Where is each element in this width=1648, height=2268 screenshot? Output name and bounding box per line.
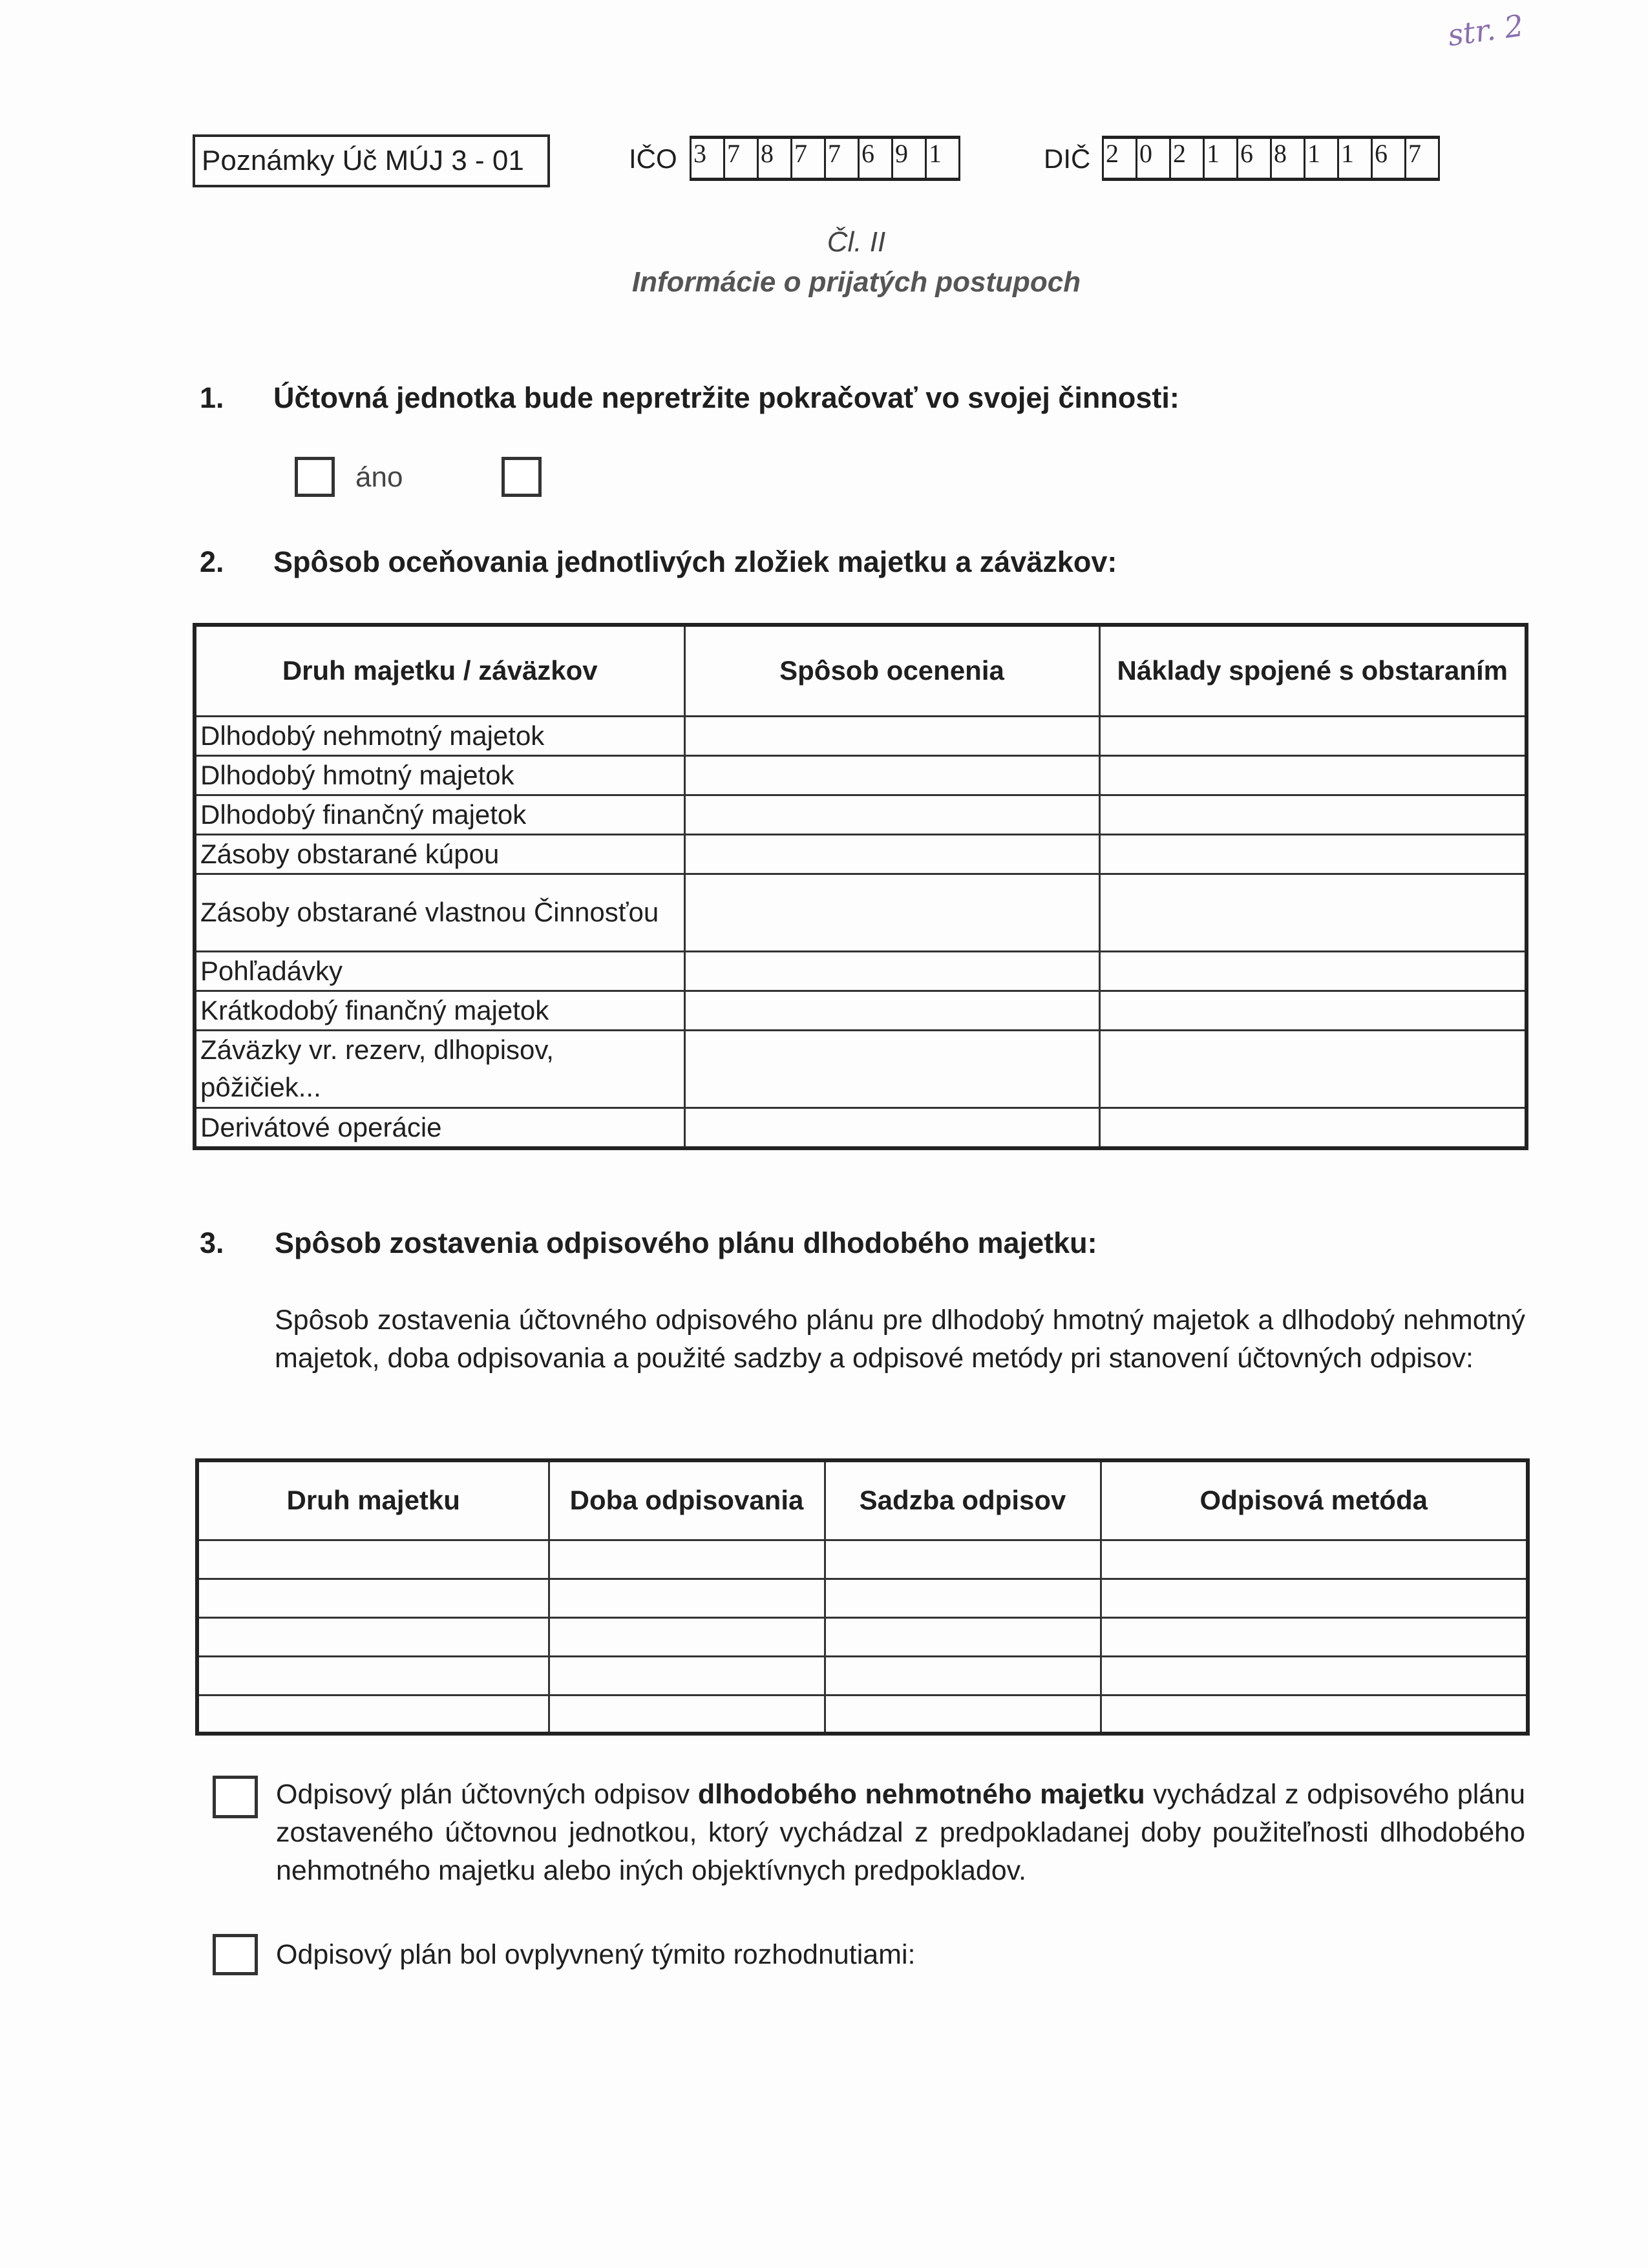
depreciation-period-cell[interactable] — [549, 1617, 825, 1656]
table-row — [195, 1030, 1527, 1108]
section2-number: 2. — [200, 545, 224, 578]
digit-box: 7 — [1406, 139, 1440, 178]
article-number: Čl. II — [827, 226, 886, 258]
acquisition-costs-cell[interactable] — [1099, 716, 1527, 755]
table-row — [195, 834, 1527, 874]
depreciation-period-cell[interactable] — [549, 1695, 825, 1734]
section2-title: Spôsob oceňovania jednotlivých zložiek majetku a záväzkov: — [273, 545, 1117, 578]
digit-box: 6 — [1373, 139, 1406, 178]
valuation-method-cell[interactable] — [684, 951, 1099, 991]
asset-type-cell: Pohľadávky — [195, 951, 684, 991]
digit-box: 1 — [1339, 139, 1373, 178]
table-row — [195, 795, 1527, 834]
asset-type-cell[interactable] — [197, 1540, 549, 1579]
acquisition-costs-cell[interactable] — [1099, 755, 1527, 795]
table-row — [195, 874, 1527, 951]
digit-box: 1 — [1205, 139, 1238, 178]
asset-type-cell: Dlhodobý nehmotný majetok — [195, 716, 684, 755]
table-row — [195, 1108, 1527, 1148]
table-row — [197, 1695, 1528, 1734]
valuation-table — [193, 623, 1528, 1150]
depreciation-table — [195, 1458, 1530, 1736]
depreciation-method-cell[interactable] — [1101, 1656, 1528, 1695]
digit-box: 1 — [927, 139, 960, 178]
asset-type-cell: Krátkodobý finančný majetok — [195, 991, 684, 1030]
depreciation-period-cell[interactable] — [549, 1579, 825, 1617]
depreciation-method-cell[interactable] — [1101, 1540, 1528, 1579]
depreciation-period-cell[interactable] — [549, 1656, 825, 1695]
digit-box: 1 — [1305, 139, 1339, 178]
valuation-method-cell[interactable] — [684, 834, 1099, 874]
column-header: Doba odpisovania — [549, 1460, 825, 1540]
option-intangible-plan-text — [276, 1776, 1525, 1890]
digit-box: 7 — [725, 139, 759, 178]
depreciation-rate-cell[interactable] — [825, 1695, 1101, 1734]
digit-box: 7 — [826, 139, 860, 178]
acquisition-costs-cell[interactable] — [1099, 834, 1527, 874]
depreciation-rate-cell[interactable] — [825, 1540, 1101, 1579]
asset-type-cell: Zásoby obstarané kúpou — [195, 834, 684, 874]
digit-box: 7 — [792, 139, 826, 178]
digit-box: 9 — [893, 139, 927, 178]
option-plan-decisions-text: Odpisový plán bol ovplyvnený týmito rozhodnutiami: — [276, 1939, 916, 1970]
column-header: Odpisová metóda — [1101, 1460, 1528, 1540]
table-row — [195, 991, 1527, 1030]
acquisition-costs-cell[interactable] — [1099, 951, 1527, 991]
article-title: Informácie o prijatých postupoch — [631, 266, 1081, 298]
ico-label: IČO — [629, 143, 677, 174]
depreciation-method-cell[interactable] — [1101, 1579, 1528, 1617]
checkbox-yes-label: áno — [355, 461, 403, 493]
valuation-method-cell[interactable] — [684, 755, 1099, 795]
checkbox-intangible-plan[interactable] — [213, 1776, 258, 1818]
asset-type-cell: Dlhodobý hmotný majetok — [195, 755, 684, 795]
table-row — [195, 716, 1527, 755]
depreciation-rate-cell[interactable] — [825, 1579, 1101, 1617]
column-header: Spôsob ocenenia — [684, 625, 1099, 716]
section3-number: 3. — [200, 1226, 224, 1259]
table-row — [197, 1617, 1528, 1656]
dic-digit-boxes — [1102, 136, 1440, 181]
checkbox-plan-decisions[interactable] — [213, 1934, 258, 1975]
table-row — [195, 755, 1527, 795]
asset-type-cell: Záväzky vr. rezerv, dlhopisov, pôžičiek... — [195, 1030, 684, 1108]
column-header: Druh majetku / záväzkov — [195, 625, 684, 716]
checkbox-yes[interactable] — [295, 457, 335, 497]
handwritten-page-note: str. 2 — [1445, 8, 1526, 53]
valuation-method-cell[interactable] — [684, 795, 1099, 834]
depreciation-rate-cell[interactable] — [825, 1656, 1101, 1695]
asset-type-cell[interactable] — [197, 1695, 549, 1734]
section1-title: Účtovná jednotka bude nepretržite pokračovať vo svojej činnosti: — [273, 381, 1179, 414]
acquisition-costs-cell[interactable] — [1099, 874, 1527, 951]
digit-box: 6 — [1238, 139, 1272, 178]
table-row — [197, 1656, 1528, 1695]
valuation-method-cell[interactable] — [684, 991, 1099, 1030]
acquisition-costs-cell[interactable] — [1099, 795, 1527, 834]
form-label-box: Poznámky Úč MÚJ 3 - 01 — [193, 134, 550, 187]
depreciation-rate-cell[interactable] — [825, 1617, 1101, 1656]
table-row — [195, 951, 1527, 991]
table-row — [197, 1579, 1528, 1617]
column-header: Náklady spojené s obstaraním — [1099, 625, 1527, 716]
checkbox-no[interactable] — [502, 457, 542, 497]
option-text-part: Odpisový plán účtovných odpisov — [276, 1779, 698, 1810]
depreciation-period-cell[interactable] — [549, 1540, 825, 1579]
valuation-method-cell[interactable] — [684, 716, 1099, 755]
depreciation-method-cell[interactable] — [1101, 1617, 1528, 1656]
option-text-part: vychádzal z odpisového plánu zostaveného účtovnou jednotkou, ktorý vychádzal z predpokladanej doby použiteľnosti dlhodobého nehmotného majetku alebo iných objektívnych predpokladov. — [276, 1779, 1525, 1886]
valuation-method-cell[interactable] — [684, 1108, 1099, 1148]
digit-box: 2 — [1171, 139, 1205, 178]
depreciation-method-cell[interactable] — [1101, 1695, 1528, 1734]
digit-box: 0 — [1137, 139, 1171, 178]
asset-type-cell: Zásoby obstarané vlastnou Činnosťou — [195, 874, 684, 951]
ico-digit-boxes — [690, 136, 960, 181]
digit-box: 8 — [1272, 139, 1305, 178]
section1-number: 1. — [200, 381, 224, 414]
option-text-bold: dlhodobého nehmotného majetku — [697, 1779, 1145, 1810]
column-header: Druh majetku — [197, 1460, 549, 1540]
digit-box: 8 — [759, 139, 792, 178]
acquisition-costs-cell[interactable] — [1099, 1108, 1527, 1148]
digit-box: 6 — [860, 139, 893, 178]
asset-type-cell: Derivátové operácie — [195, 1108, 684, 1148]
table-row — [197, 1540, 1528, 1579]
section3-title: Spôsob zostavenia odpisového plánu dlhodobého majetku: — [275, 1226, 1097, 1259]
asset-type-cell[interactable] — [197, 1656, 549, 1695]
digit-box: 2 — [1104, 139, 1137, 178]
acquisition-costs-cell[interactable] — [1099, 1030, 1527, 1108]
column-header: Sadzba odpisov — [825, 1460, 1101, 1540]
section3-paragraph: Spôsob zostavenia účtovného odpisového plánu pre dlhodobý hmotný majetok a dlhodobý nehmotný majetok, doba odpisovania a použité sadzby a odpisové metódy pri stanovení účtovných odpisov: — [275, 1305, 1525, 1374]
asset-type-cell[interactable] — [197, 1579, 549, 1617]
asset-type-cell[interactable] — [197, 1617, 549, 1656]
acquisition-costs-cell[interactable] — [1099, 991, 1527, 1030]
dic-label: DIČ — [1044, 143, 1091, 174]
digit-box: 3 — [692, 139, 725, 178]
valuation-method-cell[interactable] — [684, 1030, 1099, 1108]
asset-type-cell: Dlhodobý finančný majetok — [195, 795, 684, 834]
valuation-method-cell[interactable] — [684, 874, 1099, 951]
